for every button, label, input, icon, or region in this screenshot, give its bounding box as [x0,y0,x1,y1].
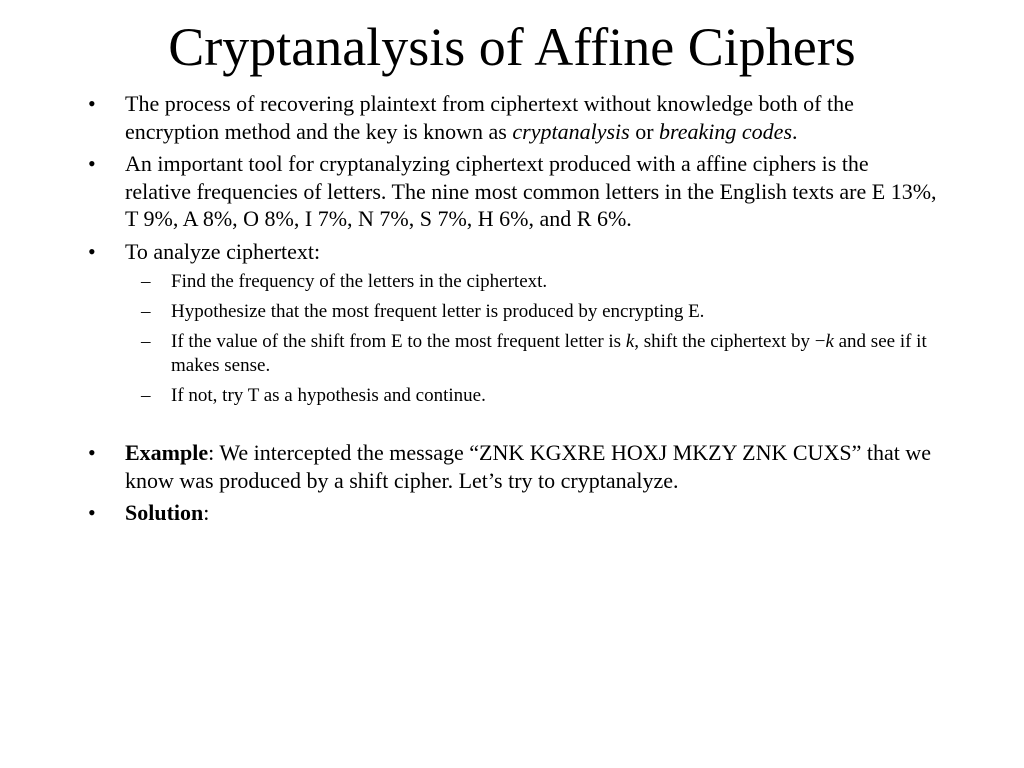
dash-icon: – [141,385,151,406]
sub-bullet-text: Find the frequency of the letters in the ciphertext. [171,271,548,292]
dash-icon: – [141,331,151,352]
variable-k: k [625,331,635,352]
bullet-text: . [792,118,798,144]
bullet-text: or [629,118,660,144]
bullet-icon: • [88,151,96,176]
solution-label: Solution [125,500,204,525]
variable-k: k [825,331,834,352]
bullet-icon: • [88,91,96,116]
slide-title: Cryptanalysis of Affine Ciphers [168,17,856,77]
bullet-text: The process of recovering plaintext from ciphertext without knowledge both of the encryption method and the key is known as [125,91,854,144]
sub-bullet-shift-by-k [141,330,931,378]
sub-bullet-find-frequency [141,270,931,294]
minus-sign: − [814,331,826,352]
sub-bullet-text: , shift the ciphertext by [634,331,815,352]
bullet-letter-frequencies [88,150,940,233]
bullet-text: To analyze ciphertext: [125,238,321,264]
example-label: Example [125,440,209,465]
sub-bullet-text: If the value of the shift from E to the most frequent letter is [171,331,626,352]
spacer [0,414,1024,439]
bullet-text: An important tool for cryptanalyzing ciphertext produced with a affine ciphers is the relative frequencies of letters. The nine most common letters in the English texts are E 13%, T 9%, A 8%, O 8%, I 7%, N 7%, S 7%, H 6%, and R 6%. [125,151,937,231]
dash-icon: – [141,301,151,322]
sub-bullet-try-t [141,384,931,408]
sub-bullet-text: and see if it makes sense. [171,331,927,376]
term-cryptanalysis: cryptanalysis [512,118,630,144]
sub-bullet-text: Hypothesize that the most frequent letter is produced by encrypting E. [171,301,705,322]
bullet-icon: • [88,500,96,525]
bullet-icon: • [88,440,96,465]
sub-bullet-text: If not, try T as a hypothesis and continue. [171,385,486,406]
dash-icon: – [141,271,151,292]
bullet-example [88,439,940,494]
term-breaking-codes: breaking codes [659,118,793,144]
bullet-text: : We intercepted the message “ZNK KGXRE HOXJ MKZY ZNK CUXS” that we know was produced by a shift cipher. Let’s try to cryptanalyze. [125,440,931,493]
bullet-solution [88,499,940,527]
slide-content [0,90,1024,532]
sub-bullet-hypothesize-e [141,300,931,324]
bullet-text: : [203,500,210,525]
bullet-analyze-steps [88,238,940,266]
bullet-cryptanalysis-definition [88,90,940,145]
bullet-icon: • [88,238,96,264]
